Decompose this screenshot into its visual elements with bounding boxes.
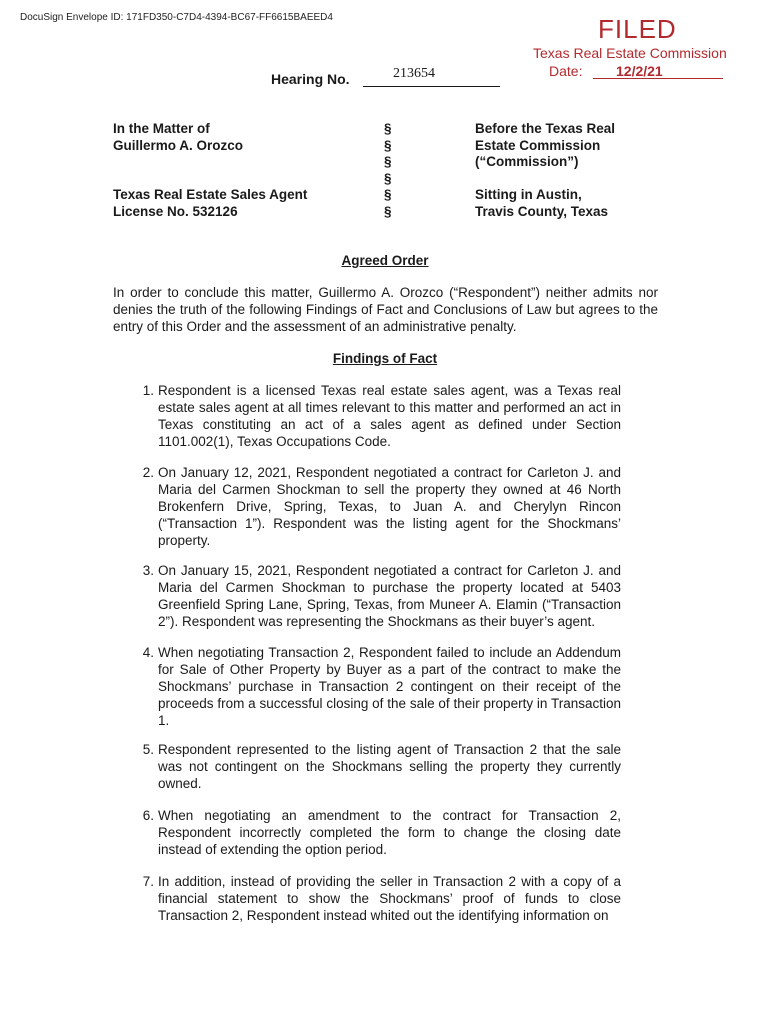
document-title: Agreed Order [341, 253, 429, 268]
finding-number: 6. [142, 808, 154, 823]
section-symbol: § [384, 170, 392, 186]
caption-right-line: Travis County, Texas [475, 203, 609, 219]
finding-number: 2. [142, 465, 154, 480]
finding-number: 7. [142, 874, 154, 889]
caption-right [475, 121, 615, 220]
finding-text: Respondent is a licensed Texas real estate sales agent, was a Texas real estate sales agent at all times relevant to this matter and performed an act in Texas constituting an act of a sales agent as defined under Section 1101.002(1), Texas Occupations Code. [158, 383, 621, 449]
caption-left-line: In the Matter of [113, 121, 210, 136]
caption-spacer [113, 171, 307, 188]
filed-stamp-commission: Texas Real Estate Commission [533, 45, 727, 61]
finding-text: When negotiating an amendment to the contract for Transaction 2, Respondent incorrectly completed the form to change the closing date instead of extending the option period. [158, 808, 621, 857]
section-symbol: § [384, 137, 392, 153]
hearing-number-label: Hearing No. [271, 71, 350, 87]
finding-number: 1. [142, 383, 154, 398]
caption-right-line: (“Commission”) [475, 154, 579, 169]
caption-right-line: Sitting in Austin, [475, 187, 582, 202]
filed-stamp-title: FILED [598, 14, 677, 44]
finding-number: 3. [142, 563, 154, 578]
section-symbol: § [384, 121, 392, 136]
finding-text: Respondent represented to the listing agent of Transaction 2 that the sale was not contingent on the Shockmans selling the property they currently owned. [158, 742, 621, 791]
finding-number: 5. [142, 742, 154, 757]
filed-stamp-date-label: Date: [549, 63, 583, 79]
caption-left-line: Guillermo A. Orozco [113, 137, 244, 153]
caption-left-line: License No. 532126 [113, 203, 238, 219]
section-symbol: § [384, 203, 392, 219]
docusign-envelope-id: DocuSign Envelope ID: 171FD350-C7D4-4394-BC67-FF6615BAEED4 [20, 12, 333, 23]
section-symbol: § [384, 154, 392, 169]
filed-stamp-date-value: 12/2/21 [616, 63, 663, 79]
findings-heading: Findings of Fact [332, 351, 438, 366]
caption-right-line: Before the Texas Real [475, 121, 616, 136]
finding-text: On January 15, 2021, Respondent negotiated a contract for Carleton J. and Maria del Carmen Shockman to purchase the property located at 5403 Greenfield Spring Lane, Spring, Texas, from Muneer A. Elamin (“Transaction 2”). Respondent was representing the Shockmans as their buyer’s agent. [158, 563, 621, 629]
intro-paragraph: In order to conclude this matter, Guillermo A. Orozco (“Respondent”) neither admits nor denies the truth of the following Findings of Fact and Conclusions of Law but agrees to the entry of this Order and the assessment of an administrative penalty. [113, 285, 658, 334]
caption-section-symbols [384, 121, 392, 220]
finding-text: On January 12, 2021, Respondent negotiated a contract for Carleton J. and Maria del Carmen Shockman to sell the property they owned at 46 North Brokenfern Drive, Spring, Texas, to Juan A. and Cherylyn Rincon (“Transaction 1”). Respondent was the listing agent for the Shockmans’ property. [158, 465, 621, 548]
caption-left-line: Texas Real Estate Sales Agent [113, 187, 308, 202]
hearing-number-value: 213654 [393, 66, 435, 81]
finding-number: 4. [142, 645, 154, 660]
section-symbol: § [384, 187, 392, 202]
caption-left [113, 121, 307, 220]
caption-right-line: Estate Commission [475, 137, 601, 153]
finding-text: When negotiating Transaction 2, Respondent failed to include an Addendum for Sale of Other Property by Buyer as a part of the contract to make the Shockmans’ purchase in Transaction 2 contingent on their receipt of the proceeds from a successful closing of the sale of their property in Transaction 1. [158, 645, 621, 728]
caption-spacer [475, 171, 615, 188]
finding-text: In addition, instead of providing the seller in Transaction 2 with a copy of a financial statement to show the Shockmans’ proof of funds to close Transaction 2, Respondent instead whited out the identifying information on [158, 874, 621, 923]
hearing-number-line [363, 86, 500, 87]
caption-spacer [113, 154, 307, 171]
